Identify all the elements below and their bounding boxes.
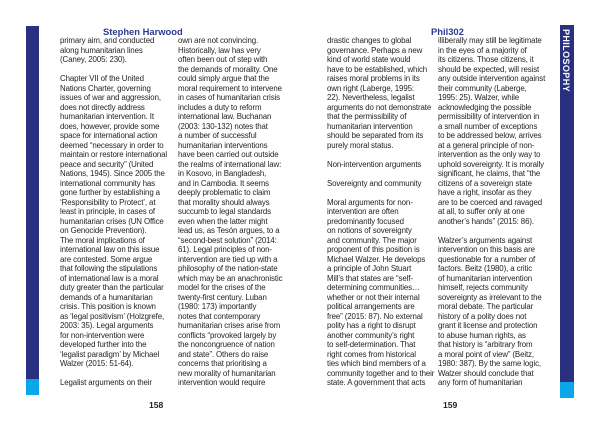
text-line: Non-intervention arguments [327,159,422,169]
text-line: succumb to legal standards [178,207,271,216]
text-line: (2003: 130-132) notes that [178,121,268,131]
text-line: that following the stipulations [60,264,158,273]
text-line: which may be an anachronistic [178,273,283,283]
text-line: notes that contemporary [178,311,261,321]
text-line: that the permissibility of [327,112,407,121]
page-number-right: 159 [443,400,458,410]
text-line: humanitarian crises (UN Office [60,216,164,226]
text-column-left-1 [60,36,172,388]
text-line: The moral implications of [60,235,145,245]
text-line: new morality of humanitarian [178,368,276,378]
text-line: should be separated from its [327,131,424,140]
text-line: have to be established, which [327,64,428,74]
text-line: that morality should always [178,197,270,207]
left-thumb-tab [26,26,39,395]
text-line: lead us, as Tesón argues, to a [178,226,280,235]
text-line: own are not convincing. [178,36,259,45]
text-line: ‘legalist paradigm’ by Michael [60,349,160,359]
text-line: “second-best solution” (2014: [178,235,277,245]
text-line: Sovereignty and community [327,178,422,188]
text-line: predominantly focused [327,216,404,226]
text-line: Walzer’s arguments against [438,235,533,245]
text-line: includes a duty to reform [178,102,262,112]
text-line: deeply problematic to claim [178,188,271,197]
text-line: right comes from historical [327,349,416,359]
left-thumb-tab-accent [26,379,39,395]
text-line: ties which bind members of a [327,359,426,368]
text-line: of international law is a moral [60,273,159,283]
text-line [327,188,439,198]
text-line: maintain or restore international [60,150,168,159]
text-line: and community. The major [327,235,417,245]
text-line [327,169,439,179]
text-line: arguments do not demonstrate [327,102,432,112]
text-line: to self-determination. That [327,340,416,349]
text-line: a principle of John Stuart [327,264,412,273]
text-line: does, however, provide some [60,121,160,131]
text-line: significant, he claims, that “the [438,169,541,178]
text-line: any form of humanitarian [438,378,523,387]
text-line: could simply argue that the [178,74,270,83]
text-line: are contested. Some argue [60,254,153,264]
text-line: acknowledging the possible [438,102,532,112]
text-line: state. A government that acts [327,378,426,387]
text-line: often been out of step with [178,55,268,64]
text-line: Legalist arguments on their [60,378,152,387]
text-line [438,226,550,236]
text-line: (1980: 173) importantly [178,302,257,311]
text-line: political arrangements are [327,302,415,311]
text-line: as ‘legal positivism’ (Holzgrefe, [60,311,165,321]
text-line: determining communities… [327,283,420,292]
text-line: on Genocide Prevention). [60,226,147,235]
text-line: primary aim, and conducted [60,36,155,45]
text-line: free” (2015: 87). No external [327,311,423,321]
text-line [60,369,172,379]
text-column-left-2 [178,36,290,388]
text-line: concerns that prioritising a [178,359,267,368]
text-line: a moral point of view” (Beitz, [438,349,534,359]
text-line: any outside intervention against [438,74,546,83]
text-line: along humanitarian lines [60,45,143,55]
text-line: in the eyes of a majority of [438,45,527,55]
text-line: duty greater than the particular [60,283,164,292]
text-line: own right (Laberge, 1995: [327,83,414,93]
text-line [327,150,439,160]
text-line: for non-intervention were [60,330,145,340]
text-line: Nations Charter, governing [60,83,151,93]
text-line: Chapter VII of the United [60,74,144,83]
text-line: history of a polity does not [438,311,527,321]
text-line: the demands of morality. One [178,64,278,74]
text-line: its citizens. Those citizens, it [438,55,534,64]
running-head-author: Stephen Harwood [103,26,183,37]
text-line: moral requirement to intervene [178,83,282,93]
text-line: Michael Walzer. He develops [327,254,426,264]
text-line: drastic changes to global [327,36,412,45]
text-line: ‘Responsibility to Protect’, at [60,197,156,207]
text-line: demands of a humanitarian [60,292,153,302]
text-line: are to be coerced and ravaged [438,197,542,207]
text-line: community together and to their [327,368,435,378]
text-line: citizens of a sovereign state [438,178,532,188]
text-line: issues of war and aggression, [60,93,161,102]
text-line: 1980: 387). By the same logic, [438,359,541,368]
text-line: deemed “necessary in order to [60,140,164,150]
text-line: intervention on this basis are [438,245,535,254]
text-line: moral debate. The particular [438,302,534,311]
text-line: humanitarian interventions [178,140,268,150]
text-line: to abuse human rights, as [438,330,526,340]
text-line: in cases of humanitarian crisis [178,93,280,102]
text-line: 1995: 25). Walzer, while [438,93,520,102]
text-line: humanitarian crises arise from [178,321,281,330]
text-line: the realms of international law: [178,159,282,169]
text-line: intervention would require [178,378,266,387]
text-line: that history is “arbitrary from [438,340,533,349]
text-line: Walzer (2015: 51-64). [60,359,134,368]
text-line: crisis. This position is known [60,302,156,311]
text-line: even when the latter might [178,216,268,226]
text-line: kind of world state would [327,55,411,64]
text-line: international law on this issue [60,245,160,254]
text-line: permissibility of intervention in [438,112,540,121]
text-line: another’s hands” (2015: 86). [438,216,534,226]
text-line: Historically, law has very [178,45,261,55]
text-line: conflicts “provoked largely by [178,330,277,340]
text-line: questionable for a number of [438,254,536,264]
text-line: purely moral status. [327,140,394,150]
text-line: (Caney, 2005: 230). [60,55,127,64]
text-line [60,65,172,75]
text-line: does not directly address [60,102,145,112]
text-line: polity has a right to disrupt [327,321,416,330]
text-line: grant it license and protection [438,321,538,330]
text-column-right-2 [438,36,550,388]
text-line: to be addressed below, arrives [438,131,542,140]
right-section-tab-accent [560,382,574,398]
text-line: illiberally may still be legitimate [438,36,542,45]
text-line: least in principle, in cases of [60,207,155,216]
text-line: proponent of this position is [327,245,420,254]
text-line: intervention are tied up with a [178,254,278,264]
text-line: peace and security” (United [60,159,154,169]
text-line: intervention are often [327,207,399,216]
running-head-course: Phil302 [431,26,464,37]
text-line: intervention as the only way to [438,150,541,159]
text-line: Mill’s that states are “self- [327,273,413,283]
text-line: 61). Legal principles of non- [178,245,272,254]
text-line: gone further by establishing a [60,188,160,197]
text-line: on notions of sovereignty [327,226,412,235]
text-line: developed further into the [60,340,147,349]
text-line: at a general principle of non- [438,140,535,150]
text-line: Moral arguments for non- [327,197,413,207]
text-line: international law. Buchanan [178,112,272,121]
text-line: at all, to suffer only at one [438,207,525,216]
text-line: whether or not their internal [327,292,420,302]
text-line: himself, rejects community [438,283,528,292]
text-line: have been carried out outside [178,150,279,159]
text-line: model for the crises of the [178,283,266,292]
text-column-right-1 [327,36,439,388]
text-line: their community (Laberge, [438,83,527,93]
text-line: should be expected, will resist [438,64,540,74]
text-line: and state”. Others do raise [178,349,269,359]
text-line: Walzer should conclude that [438,368,534,378]
text-line: the noncongruence of nation [178,340,275,349]
text-line: humanitarian intervention. It [60,112,154,121]
text-line: Nations, 1945). Since 2005 the [60,169,165,178]
text-line: humanitarian intervention [327,121,413,131]
text-line: international community has [60,178,156,188]
text-line: philosophy of the nation-state [178,264,278,273]
text-line: of humanitarian intervention [438,273,533,283]
text-line: space for international action [60,131,158,140]
text-line: 2003: 35). Legal arguments [60,321,154,330]
text-line: a small number of exceptions [438,121,538,131]
section-tab-label: PHILOSOPHY [561,29,571,93]
text-line: in Kosovo, in Bangladesh, [178,169,267,178]
text-line: sovereignty as irrelevant to the [438,292,542,302]
text-line: and in Cambodia. It seems [178,178,269,188]
right-section-tab [560,25,574,398]
text-line: another community’s right [327,330,415,340]
text-line: a number of successful [178,131,257,140]
text-line: uphold sovereignty. It is morally [438,159,544,169]
text-line: have a right, insofar as they [438,188,532,197]
text-line: raises moral problems in its [327,74,420,83]
text-line: governance. Perhaps a new [327,45,423,55]
text-line: 22). Nevertheless, legalist [327,93,415,102]
text-line: factors. Beitz (1980), a critic [438,264,533,273]
text-line: twenty-first century. Luban [178,292,267,302]
page-number-left: 158 [149,400,164,410]
